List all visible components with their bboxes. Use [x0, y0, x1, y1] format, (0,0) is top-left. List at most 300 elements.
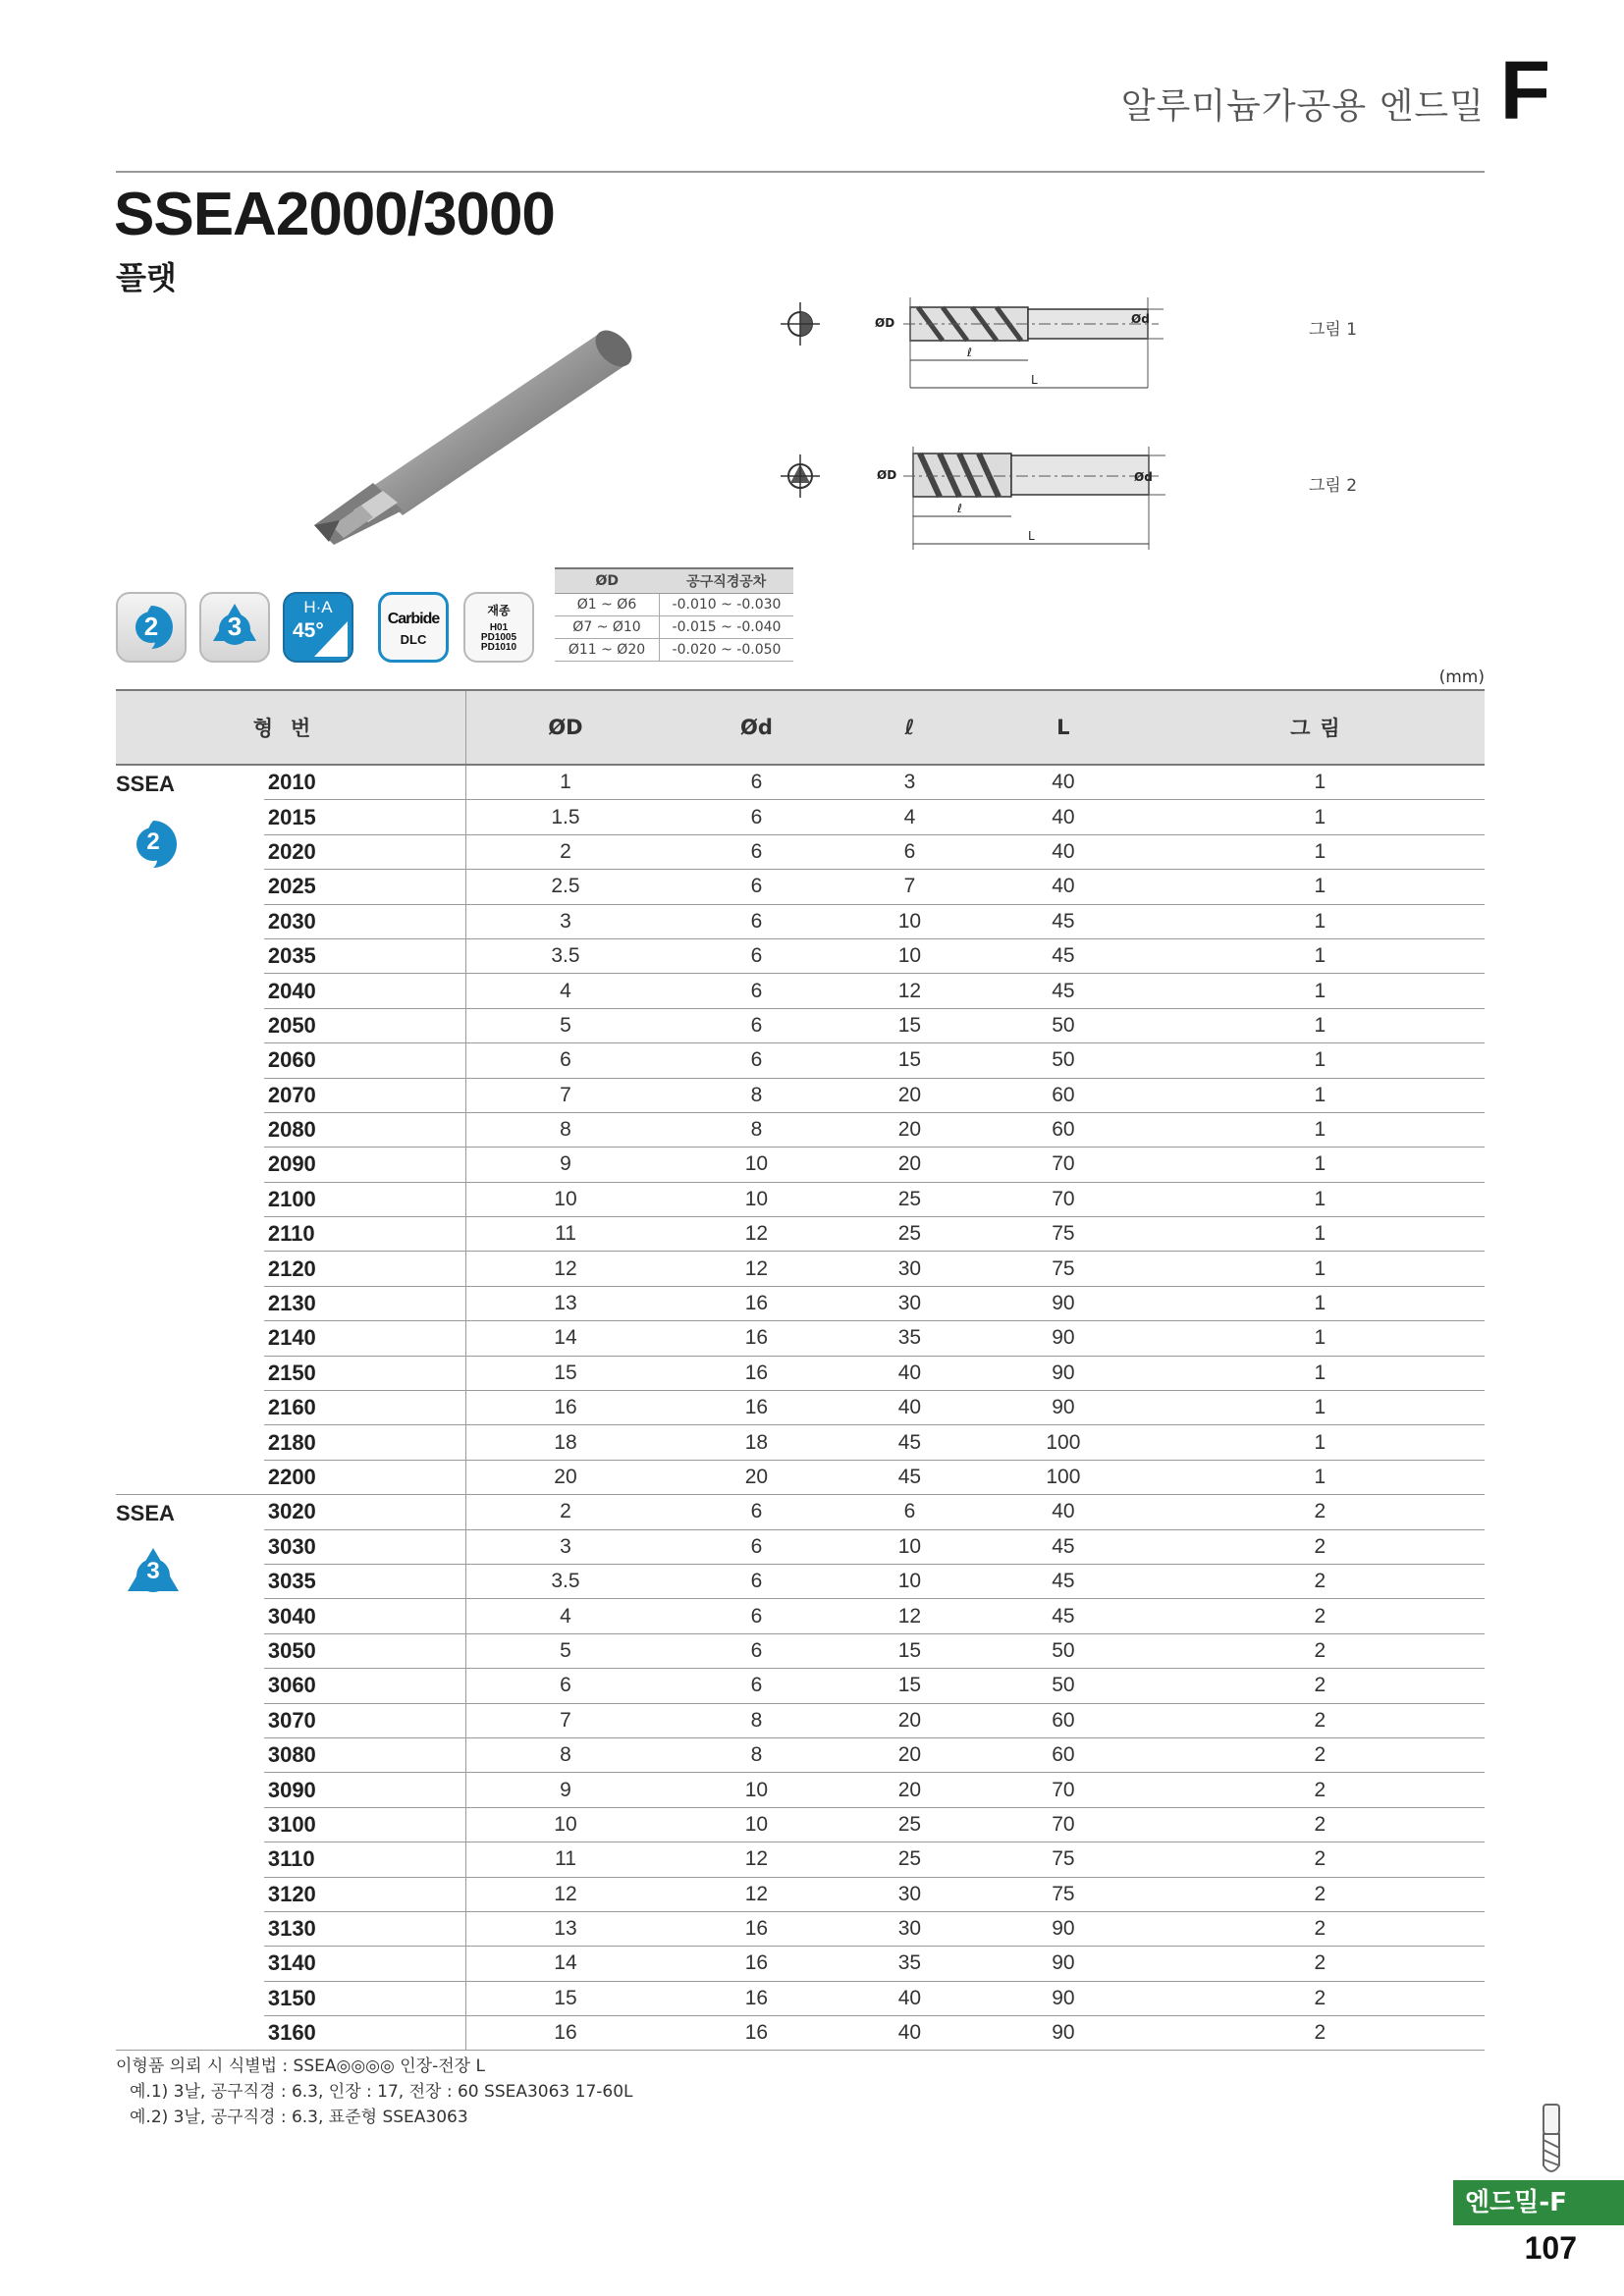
cell-L: 45	[971, 1529, 1156, 1564]
two-flute-icon	[122, 813, 185, 881]
cell-L: 50	[971, 1669, 1156, 1703]
cell-L: 45	[971, 904, 1156, 938]
cell-fig: 1	[1156, 1391, 1485, 1425]
cell-l: 15	[848, 1633, 971, 1668]
cell-fig: 2	[1156, 1564, 1485, 1598]
flute-count: 2	[146, 828, 160, 855]
cell-D: 14	[466, 1321, 665, 1356]
table-row	[116, 1391, 1485, 1425]
cell-l: 35	[848, 1321, 971, 1356]
cell-d: 10	[665, 1148, 848, 1182]
model-number: 3150	[264, 1981, 466, 2015]
table-row	[116, 1599, 1485, 1633]
table-row	[116, 1703, 1485, 1737]
grade-pd1010: PD1010	[480, 642, 517, 653]
cell-d: 6	[665, 1043, 848, 1078]
cell-D: 3.5	[466, 938, 665, 973]
cell-d: 6	[665, 834, 848, 869]
cell-D: 2	[466, 834, 665, 869]
cell-L: 70	[971, 1773, 1156, 1807]
cell-L: 100	[971, 1460, 1156, 1494]
model-number: 2030	[264, 904, 466, 938]
cell-l: 30	[848, 1286, 971, 1320]
cell-d: 18	[665, 1425, 848, 1460]
model-number: 2180	[264, 1425, 466, 1460]
cell-d: 16	[665, 1947, 848, 1981]
cell-fig: 1	[1156, 1112, 1485, 1147]
cell-fig: 1	[1156, 1356, 1485, 1390]
cell-L: 75	[971, 1842, 1156, 1877]
cell-fig: 2	[1156, 1877, 1485, 1911]
cell-L: 60	[971, 1703, 1156, 1737]
cell-L: 50	[971, 1043, 1156, 1078]
cell-fig: 1	[1156, 1078, 1485, 1112]
cell-d: 20	[665, 1460, 848, 1494]
cell-D: 14	[466, 1947, 665, 1981]
tolerance-row	[555, 639, 793, 662]
model-number: 2070	[264, 1078, 466, 1112]
cell-d: 16	[665, 2016, 848, 2051]
cell-d: 8	[665, 1078, 848, 1112]
table-row	[116, 1495, 1485, 1529]
table-row	[116, 904, 1485, 938]
note-example-2: 예.2) 3날, 공구직경 : 6.3, 표준형 SSEA3063	[130, 2108, 468, 2127]
cell-d: 8	[665, 1703, 848, 1737]
note-main: 이형품 의뢰 시 식별법 : SSEA◎◎◎◎ 인장-전장 L	[116, 2056, 485, 2076]
cell-D: 11	[466, 1842, 665, 1877]
cell-fig: 1	[1156, 800, 1485, 834]
cell-L: 90	[971, 1286, 1156, 1320]
cell-fig: 2	[1156, 1529, 1485, 1564]
header-model: 형번	[116, 690, 466, 765]
cell-d: 16	[665, 1391, 848, 1425]
model-number: 3020	[264, 1495, 466, 1529]
header-divider	[116, 171, 1485, 173]
cell-L: 40	[971, 834, 1156, 869]
cell-L: 100	[971, 1425, 1156, 1460]
cell-L: 70	[971, 1807, 1156, 1842]
series-name: SSEA	[116, 1501, 175, 1526]
header-L: L	[971, 690, 1156, 765]
cell-l: 6	[848, 1495, 971, 1529]
cell-l: 10	[848, 1529, 971, 1564]
cell-L: 45	[971, 974, 1156, 1008]
model-number: 2060	[264, 1043, 466, 1078]
model-number: 2015	[264, 800, 466, 834]
cell-L: 50	[971, 1008, 1156, 1042]
cell-l: 20	[848, 1148, 971, 1182]
cell-d: 16	[665, 1321, 848, 1356]
cell-l: 7	[848, 870, 971, 904]
cell-l: 20	[848, 1703, 971, 1737]
cell-l: 40	[848, 2016, 971, 2051]
cell-D: 2	[466, 1495, 665, 1529]
cell-D: 11	[466, 1217, 665, 1252]
cell-d: 6	[665, 1008, 848, 1042]
cell-l: 25	[848, 1217, 971, 1252]
table-row	[116, 870, 1485, 904]
cell-d: 12	[665, 1252, 848, 1286]
product-title: SSEA2000/3000	[114, 181, 555, 248]
model-number: 3090	[264, 1773, 466, 1807]
cell-D: 9	[466, 1773, 665, 1807]
cell-L: 90	[971, 2016, 1156, 2051]
page-number: 107	[1524, 2230, 1577, 2266]
cell-D: 8	[466, 1112, 665, 1147]
cell-d: 10	[665, 1182, 848, 1216]
model-number: 3080	[264, 1737, 466, 1772]
model-number: 2020	[264, 834, 466, 869]
cell-fig: 2	[1156, 1911, 1485, 1946]
cell-fig: 2	[1156, 1599, 1485, 1633]
cell-d: 6	[665, 938, 848, 973]
tolerance-range: Ø1 ~ Ø6	[555, 594, 660, 616]
cell-L: 40	[971, 1495, 1156, 1529]
model-number: 3030	[264, 1529, 466, 1564]
cell-D: 7	[466, 1078, 665, 1112]
dim-d-label-2: Ød	[1134, 470, 1153, 484]
model-number: 2025	[264, 870, 466, 904]
cell-D: 12	[466, 1252, 665, 1286]
cell-D: 10	[466, 1182, 665, 1216]
cell-L: 90	[971, 1391, 1156, 1425]
tolerance-value: -0.010 ~ -0.030	[660, 594, 794, 616]
cell-D: 3	[466, 1529, 665, 1564]
cell-D: 6	[466, 1669, 665, 1703]
cell-fig: 1	[1156, 938, 1485, 973]
cell-L: 45	[971, 1564, 1156, 1598]
cell-l: 10	[848, 938, 971, 973]
table-row	[116, 938, 1485, 973]
cell-d: 12	[665, 1217, 848, 1252]
tolerance-table	[555, 567, 793, 662]
cell-l: 15	[848, 1008, 971, 1042]
model-number: 2050	[264, 1008, 466, 1042]
table-row	[116, 1633, 1485, 1668]
tolerance-range: Ø7 ~ Ø10	[555, 616, 660, 639]
cell-L: 90	[971, 1356, 1156, 1390]
cell-d: 6	[665, 974, 848, 1008]
cell-l: 15	[848, 1669, 971, 1703]
cell-l: 10	[848, 1564, 971, 1598]
cell-fig: 2	[1156, 1495, 1485, 1529]
cell-L: 40	[971, 800, 1156, 834]
footer-badge: 엔드밀-F	[1453, 2180, 1624, 2225]
table-row	[116, 1008, 1485, 1042]
cell-l: 12	[848, 974, 971, 1008]
cell-L: 70	[971, 1182, 1156, 1216]
table-row	[116, 1286, 1485, 1320]
series-cell	[116, 1495, 264, 2051]
cell-D: 4	[466, 1599, 665, 1633]
cell-D: 3	[466, 904, 665, 938]
end-mill-icon	[1532, 2101, 1571, 2179]
cell-l: 25	[848, 1842, 971, 1877]
cell-l: 45	[848, 1460, 971, 1494]
model-number: 2130	[264, 1286, 466, 1320]
cell-fig: 2	[1156, 1981, 1485, 2015]
cell-D: 13	[466, 1286, 665, 1320]
table-row	[116, 1112, 1485, 1147]
model-number: 2080	[264, 1112, 466, 1147]
model-number: 2160	[264, 1391, 466, 1425]
table-row	[116, 1877, 1485, 1911]
cell-D: 1.5	[466, 800, 665, 834]
model-number: 3130	[264, 1911, 466, 1946]
cell-l: 30	[848, 1877, 971, 1911]
cell-fig: 1	[1156, 1217, 1485, 1252]
carbide-dlc-icon: Carbide DLC	[378, 592, 449, 663]
cell-D: 15	[466, 1356, 665, 1390]
table-row	[116, 974, 1485, 1008]
dim-D-label-2: ØD	[877, 468, 897, 482]
cell-fig: 2	[1156, 1773, 1485, 1807]
cell-L: 45	[971, 938, 1156, 973]
cell-L: 50	[971, 1633, 1156, 1668]
cell-d: 10	[665, 1807, 848, 1842]
cell-D: 12	[466, 1877, 665, 1911]
header-d: Ød	[665, 690, 848, 765]
figure-1-label: 그림 1	[1309, 320, 1358, 340]
table-row	[116, 1460, 1485, 1494]
cell-d: 6	[665, 870, 848, 904]
cell-d: 16	[665, 1981, 848, 2015]
model-number: 3040	[264, 1599, 466, 1633]
cell-l: 12	[848, 1599, 971, 1633]
model-number: 2110	[264, 1217, 466, 1252]
table-row	[116, 1911, 1485, 1946]
two-flute-icon: 2	[116, 592, 187, 663]
table-row	[116, 1321, 1485, 1356]
cell-L: 90	[971, 1911, 1156, 1946]
tolerance-value: -0.015 ~ -0.040	[660, 616, 794, 639]
table-row	[116, 1564, 1485, 1598]
model-number: 2035	[264, 938, 466, 973]
figure-2-label: 그림 2	[1309, 476, 1358, 496]
cell-l: 30	[848, 1252, 971, 1286]
table-row	[116, 1252, 1485, 1286]
cell-d: 16	[665, 1286, 848, 1320]
cell-d: 16	[665, 1356, 848, 1390]
series-name: SSEA	[116, 772, 175, 796]
dim-d-label: Ød	[1131, 312, 1150, 326]
cell-d: 8	[665, 1737, 848, 1772]
table-row	[116, 1737, 1485, 1772]
table-row	[116, 1217, 1485, 1252]
cell-D: 20	[466, 1460, 665, 1494]
grade-pd1005: PD1005	[480, 632, 517, 643]
table-row	[116, 1078, 1485, 1112]
cell-L: 70	[971, 1148, 1156, 1182]
cell-L: 40	[971, 870, 1156, 904]
table-row	[116, 2016, 1485, 2051]
cell-l: 10	[848, 904, 971, 938]
cell-l: 15	[848, 1043, 971, 1078]
cell-l: 20	[848, 1773, 971, 1807]
cell-l: 20	[848, 1078, 971, 1112]
cell-d: 6	[665, 1495, 848, 1529]
table-row	[116, 1148, 1485, 1182]
cell-fig: 2	[1156, 1737, 1485, 1772]
cell-D: 7	[466, 1703, 665, 1737]
table-row	[116, 1773, 1485, 1807]
cell-L: 90	[971, 1981, 1156, 2015]
flute-count: 3	[146, 1558, 160, 1585]
dim-L-label-2: L	[1028, 529, 1035, 543]
cell-d: 16	[665, 1911, 848, 1946]
cell-D: 16	[466, 1391, 665, 1425]
cell-D: 2.5	[466, 870, 665, 904]
cell-fig: 1	[1156, 1182, 1485, 1216]
cell-l: 20	[848, 1737, 971, 1772]
cell-fig: 2	[1156, 1669, 1485, 1703]
cell-l: 20	[848, 1112, 971, 1147]
tol-header-tolerance: 공구직경공차	[660, 568, 794, 594]
cell-fig: 1	[1156, 1252, 1485, 1286]
cell-d: 12	[665, 1877, 848, 1911]
cell-d: 6	[665, 1529, 848, 1564]
cell-l: 25	[848, 1807, 971, 1842]
cell-fig: 2	[1156, 1703, 1485, 1737]
cell-fig: 1	[1156, 904, 1485, 938]
model-number: 3070	[264, 1703, 466, 1737]
cell-l: 40	[848, 1981, 971, 2015]
model-number: 3160	[264, 2016, 466, 2051]
table-row	[116, 1356, 1485, 1390]
cell-l: 3	[848, 765, 971, 800]
model-number: 2200	[264, 1460, 466, 1494]
cell-d: 6	[665, 800, 848, 834]
header-l: ℓ	[848, 690, 971, 765]
cell-fig: 2	[1156, 1842, 1485, 1877]
cell-D: 16	[466, 2016, 665, 2051]
cell-D: 5	[466, 1633, 665, 1668]
tolerance-row	[555, 616, 793, 639]
model-number: 2040	[264, 974, 466, 1008]
table-row	[116, 1043, 1485, 1078]
table-row	[116, 1842, 1485, 1877]
cell-L: 90	[971, 1321, 1156, 1356]
end-mill-photo	[275, 314, 648, 550]
cell-fig: 2	[1156, 2016, 1485, 2051]
drawing-figure-1	[771, 290, 1183, 398]
tolerance-value: -0.020 ~ -0.050	[660, 639, 794, 662]
grade-h01: H01	[489, 622, 509, 633]
cell-D: 9	[466, 1148, 665, 1182]
model-number: 3120	[264, 1877, 466, 1911]
cell-D: 15	[466, 1981, 665, 2015]
cell-fig: 1	[1156, 1460, 1485, 1494]
model-number: 3035	[264, 1564, 466, 1598]
model-number: 2140	[264, 1321, 466, 1356]
material-grade-icon: 재종 H01 PD1005 PD1010	[463, 592, 534, 663]
cell-D: 18	[466, 1425, 665, 1460]
model-number: 3110	[264, 1842, 466, 1877]
unit-label: (mm)	[1438, 667, 1485, 687]
header-figure: 그림	[1156, 690, 1485, 765]
helix-angle-icon: H·A 45°	[283, 592, 353, 663]
table-row	[116, 1981, 1485, 2015]
drawing-figure-2	[771, 442, 1183, 555]
table-row	[116, 1807, 1485, 1842]
dim-l-label: ℓ	[967, 346, 972, 359]
cell-L: 40	[971, 765, 1156, 800]
tolerance-range: Ø11 ~ Ø20	[555, 639, 660, 662]
table-row	[116, 1529, 1485, 1564]
cell-L: 60	[971, 1112, 1156, 1147]
tolerance-row	[555, 594, 793, 616]
cell-d: 8	[665, 1112, 848, 1147]
cell-D: 6	[466, 1043, 665, 1078]
model-number: 3050	[264, 1633, 466, 1668]
three-flute-icon	[122, 1542, 185, 1610]
model-number: 3100	[264, 1807, 466, 1842]
notes	[116, 2054, 633, 2130]
cell-l: 45	[848, 1425, 971, 1460]
cell-L: 60	[971, 1078, 1156, 1112]
note-example-1: 예.1) 3날, 공구직경 : 6.3, 인장 : 17, 전장 : 60 SSEA3063 17-60L	[130, 2082, 633, 2102]
cell-l: 35	[848, 1947, 971, 1981]
cell-D: 3.5	[466, 1564, 665, 1598]
table-row	[116, 834, 1485, 869]
cell-l: 40	[848, 1391, 971, 1425]
model-number: 3060	[264, 1669, 466, 1703]
cell-fig: 1	[1156, 1321, 1485, 1356]
cell-d: 12	[665, 1842, 848, 1877]
cell-l: 4	[848, 800, 971, 834]
cell-d: 6	[665, 1633, 848, 1668]
dim-D-label: ØD	[875, 316, 895, 330]
cell-fig: 1	[1156, 1043, 1485, 1078]
dim-L-label: L	[1031, 373, 1038, 387]
three-flute-icon: 3	[199, 592, 270, 663]
header-D: ØD	[466, 690, 665, 765]
cell-d: 6	[665, 904, 848, 938]
cell-fig: 1	[1156, 1286, 1485, 1320]
model-number: 2090	[264, 1148, 466, 1182]
cell-fig: 2	[1156, 1633, 1485, 1668]
cell-D: 1	[466, 765, 665, 800]
cell-fig: 2	[1156, 1947, 1485, 1981]
table-row	[116, 1669, 1485, 1703]
product-subtitle: 플랫	[116, 259, 177, 296]
table-row	[116, 1425, 1485, 1460]
model-number: 2100	[264, 1182, 466, 1216]
cell-L: 75	[971, 1252, 1156, 1286]
cell-l: 30	[848, 1911, 971, 1946]
table-row	[116, 800, 1485, 834]
cell-d: 10	[665, 1773, 848, 1807]
cell-fig: 1	[1156, 834, 1485, 869]
dim-l-label-2: ℓ	[957, 502, 962, 515]
cell-D: 10	[466, 1807, 665, 1842]
cell-d: 6	[665, 1599, 848, 1633]
cell-D: 4	[466, 974, 665, 1008]
cell-D: 8	[466, 1737, 665, 1772]
product-table	[116, 689, 1485, 2051]
section-title: 알루미늄가공용 엔드밀	[1120, 86, 1485, 127]
cell-L: 75	[971, 1217, 1156, 1252]
cell-L: 60	[971, 1737, 1156, 1772]
cell-L: 75	[971, 1877, 1156, 1911]
cell-l: 25	[848, 1182, 971, 1216]
model-number: 2010	[264, 765, 466, 800]
model-number: 3140	[264, 1947, 466, 1981]
table-row	[116, 765, 1485, 800]
cell-L: 45	[971, 1599, 1156, 1633]
cell-l: 40	[848, 1356, 971, 1390]
cell-fig: 1	[1156, 974, 1485, 1008]
